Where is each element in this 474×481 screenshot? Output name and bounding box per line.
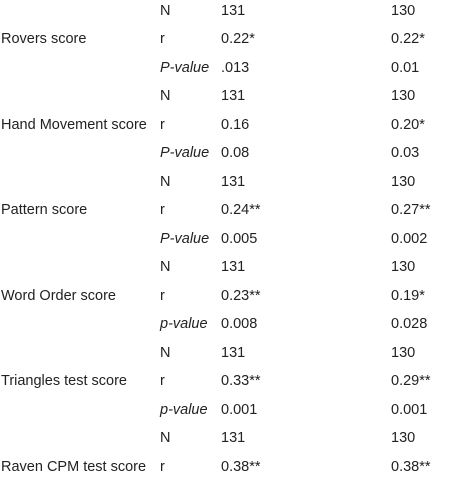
table-row [0,54,474,83]
row-label: Triangles test score [1,372,127,390]
table-row [0,253,474,282]
value-column-1: 131 [221,173,245,191]
table-row [0,196,474,225]
value-column-1: 0.16 [221,116,249,134]
table-row [0,111,474,140]
value-column-2: 0.20* [391,116,425,134]
statistic-label: r [160,458,165,476]
statistic-label: r [160,30,165,48]
row-label: Pattern score [1,201,87,219]
statistic-label: r [160,116,165,134]
value-column-1: 0.24** [221,201,261,219]
row-label: Rovers score [1,30,86,48]
row-label: Hand Movement score [1,116,147,134]
value-column-2: 130 [391,2,415,20]
statistic-label: P-value [160,59,209,77]
value-column-1: 131 [221,258,245,276]
table-row [0,367,474,396]
table-row [0,310,474,339]
statistic-label: N [160,258,170,276]
value-column-2: 130 [391,258,415,276]
value-column-1: 0.001 [221,401,257,419]
table-row [0,139,474,168]
statistic-label: N [160,87,170,105]
value-column-2: 0.22* [391,30,425,48]
statistic-label: r [160,372,165,390]
value-column-1: 0.005 [221,230,257,248]
value-column-1: 131 [221,344,245,362]
value-column-2: 130 [391,173,415,191]
table-row [0,168,474,197]
value-column-2: 130 [391,429,415,447]
value-column-2: 0.002 [391,230,427,248]
value-column-1: 0.33** [221,372,261,390]
table-row [0,453,474,481]
table-row [0,339,474,368]
value-column-1: 131 [221,87,245,105]
table-row [0,396,474,425]
row-label: Raven CPM test score [1,458,146,476]
value-column-2: 0.028 [391,315,427,333]
table-row [0,82,474,111]
value-column-2: 130 [391,344,415,362]
statistic-label: N [160,173,170,191]
value-column-1: 0.08 [221,144,249,162]
statistic-label: P-value [160,230,209,248]
value-column-2: 130 [391,87,415,105]
table-row [0,225,474,254]
value-column-1: 131 [221,2,245,20]
value-column-1: 0.23** [221,287,261,305]
value-column-1: 0.22* [221,30,255,48]
value-column-1: .013 [221,59,249,77]
value-column-2: 0.19* [391,287,425,305]
statistic-label: N [160,2,170,20]
value-column-2: 0.27** [391,201,431,219]
statistic-label: P-value [160,144,209,162]
table-row [0,282,474,311]
statistic-label: r [160,201,165,219]
statistic-label: N [160,429,170,447]
table-row [0,424,474,453]
value-column-1: 0.008 [221,315,257,333]
value-column-1: 0.38** [221,458,261,476]
statistic-label: p-value [160,401,208,419]
value-column-2: 0.01 [391,59,419,77]
value-column-1: 131 [221,429,245,447]
value-column-2: 0.001 [391,401,427,419]
table-row [0,25,474,54]
statistic-label: r [160,287,165,305]
statistic-label: N [160,344,170,362]
row-label: Word Order score [1,287,116,305]
value-column-2: 0.03 [391,144,419,162]
table-row [0,0,474,25]
statistic-label: p-value [160,315,208,333]
value-column-2: 0.38** [391,458,431,476]
value-column-2: 0.29** [391,372,431,390]
